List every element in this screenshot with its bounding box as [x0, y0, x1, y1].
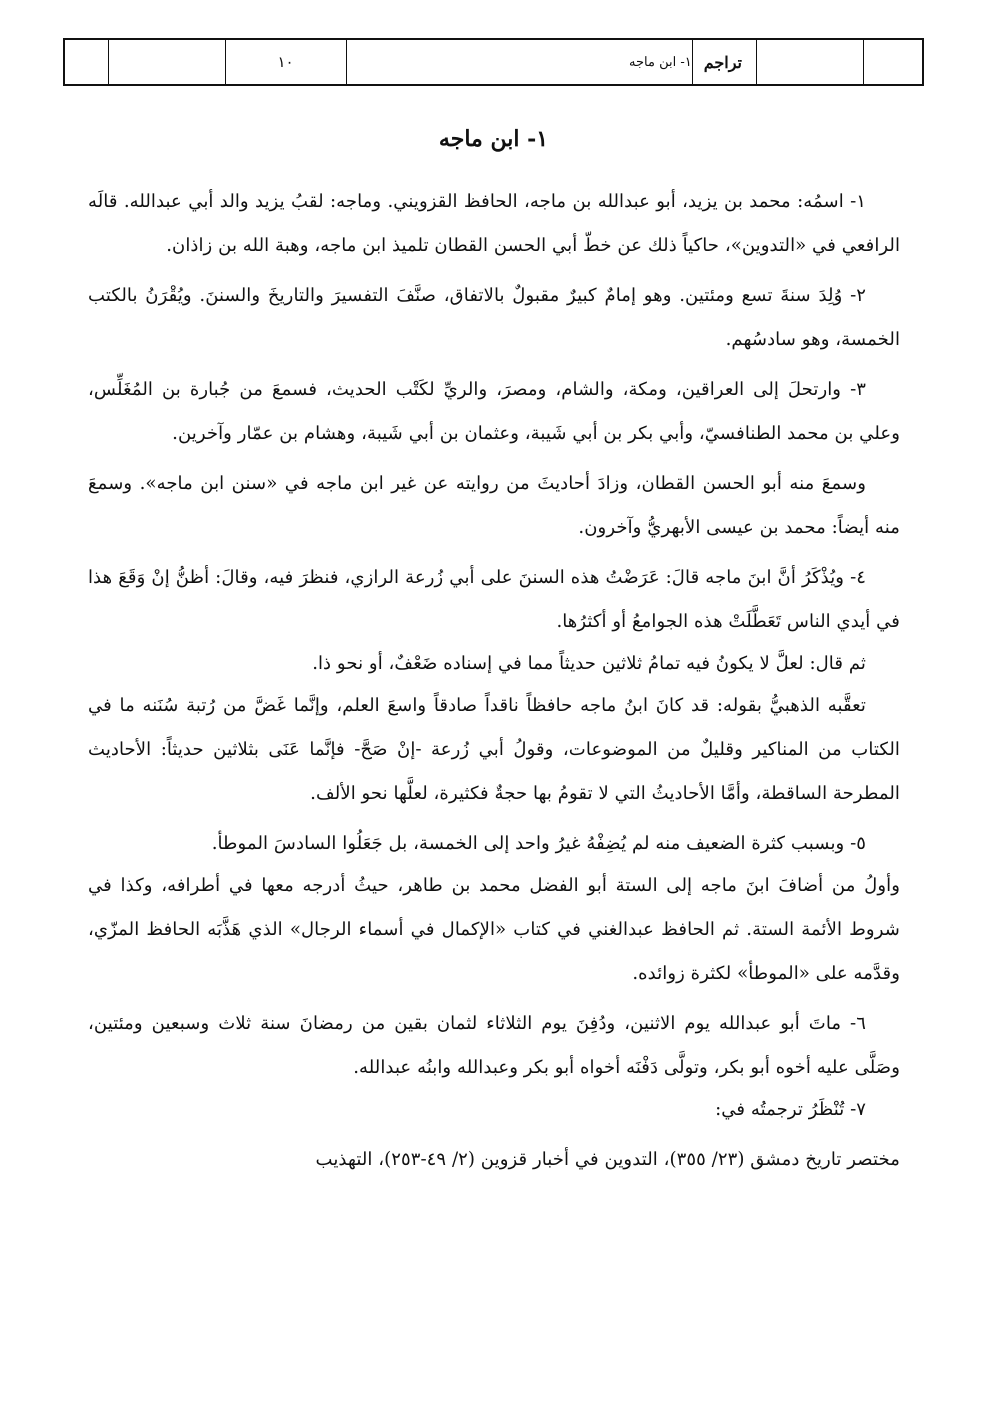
paragraph-1: ١- اسمُه: محمد بن يزيد، أبو عبدالله بن ماجه، الحافظ القزويني. وماجه: لقبُ يزيد والد أبي عبدالله. قالَه الرافعي في «التدوين»، حاكياً ذلك عن خطّ أبي الحسن القطان تلميذ ابن ماجه، وهبة الله بن زاذان. — [88, 191, 900, 256]
paragraph-5: ٤- ويُذْكَرُ أنَّ ابنَ ماجه قالَ: عَرَضْتُ هذه السننَ على أبي زُرعة الرازي، فنظرَ فيه، وقالَ: أظنُّ إنْ وَقَعَ هذا في أيدي الناس تَعَطَّلَتْ هذه الجوامعُ أو أكثرُها. — [88, 567, 900, 632]
paragraph-6: ثم قال: لعلَّ لا يكونُ فيه تمامُ ثلاثين حديثاً مما في إسناده ضَعْفٌ، أو نحو ذا. — [312, 653, 866, 674]
section-title: ١- ابن ماجه — [629, 54, 692, 70]
paragraph-2: ٢- وُلِدَ سنةَ تسع ومئتين. وهو إمامٌ كبيرٌ مقبولٌ بالاتفاق، صنَّفَ التفسيرَ والتاريخَ والسننَ. ويُقْرَنُ بالكتب الخمسة، وهو سادسُهم. — [88, 285, 900, 350]
paragraph-8: ٥- وبسبب كثرة الضعيف منه لم يُضِفْهُ غيرُ واحد إلى الخمسة، بل جَعَلُوا السادسَ الموطأ. — [211, 833, 866, 854]
header-divider — [756, 40, 757, 84]
header-divider — [108, 40, 109, 84]
body-text — [88, 180, 900, 1188]
paragraph-12: مختصر تاريخ دمشق (٢٣/ ٣٥٥)، التدوين في أخبار قزوين (٢/ ٤٩-٢٥٣)، التهذيب — [315, 1149, 900, 1170]
paragraph-7: تعقَّبه الذهبيُّ بقوله: قد كانَ ابنُ ماجه حافظاً ناقداً صادقاً واسعَ العلم، وإنَّما غَضَّ من رُتبة سُنَنه ما في الكتاب من المناكير وقليلٌ من الموضوعات، وقولُ أبي زُرعة -إنْ صَحَّ- فإنَّما عَنَى بثلاثين حديثاً: الأحاديث المطرحة الساقطة، وأمَّا الأحاديثُ التي لا تقومُ بها حجةٌ فكثيرة، لعلَّها نحو الألف. — [88, 695, 900, 804]
chapter-title: ١- ابن ماجه — [438, 126, 549, 152]
page-number: ١٠ — [277, 53, 294, 71]
header-divider — [863, 40, 864, 84]
paragraph-3: ٣- وارتحلَ إلى العراقين، ومكة، والشام، ومصرَ، والريِّ لكَتْب الحديث، فسمعَ من جُبارة بن المُغَلِّس، وعلي بن محمد الطنافسيّ، وأبي بكر بن أبي شَيبة، وعثمان بن أبي شَيبة، وهشام بن عمّار وآخرين. — [88, 379, 900, 444]
paragraph-4: وسمعَ منه أبو الحسن القطان، وزادَ أحاديثَ من روايته عن غير ابن ماجه في «سنن ابن ماجه». وسمعَ منه أيضاً: محمد بن عيسى الأبهريُّ وآخرون. — [88, 473, 900, 538]
paragraph-9: وأولُ من أضافَ ابنَ ماجه إلى الستة أبو الفضل محمد بن طاهر، حيثُ أدرجه معها في أطرافه، وكذا في شروط الأئمة الستة. ثم الحافظ عبدالغني في كتاب «الإكمال في أسماء الرجال» الذي هَذَّبَه الحافظ المزّي، وقدَّمه على «الموطأ» لكثرة زوائده. — [88, 875, 900, 984]
paragraph-11: ٧- تُنْظَرُ ترجمتُه في: — [715, 1099, 866, 1120]
paragraph-10: ٦- ماتَ أبو عبدالله يوم الاثنين، ودُفِنَ يوم الثلاثاء لثمان بقين من رمضانَ سنة ثلاث وسبعين ومئتين، وصَلَّى عليه أخوه أبو بكر، وتولَّى دَفْنَه أخواه أبو بكر وعبدالله وابنُه عبدالله. — [88, 1013, 900, 1078]
running-header — [63, 38, 924, 86]
book-title: تراجم — [703, 52, 742, 72]
header-title — [346, 40, 756, 84]
